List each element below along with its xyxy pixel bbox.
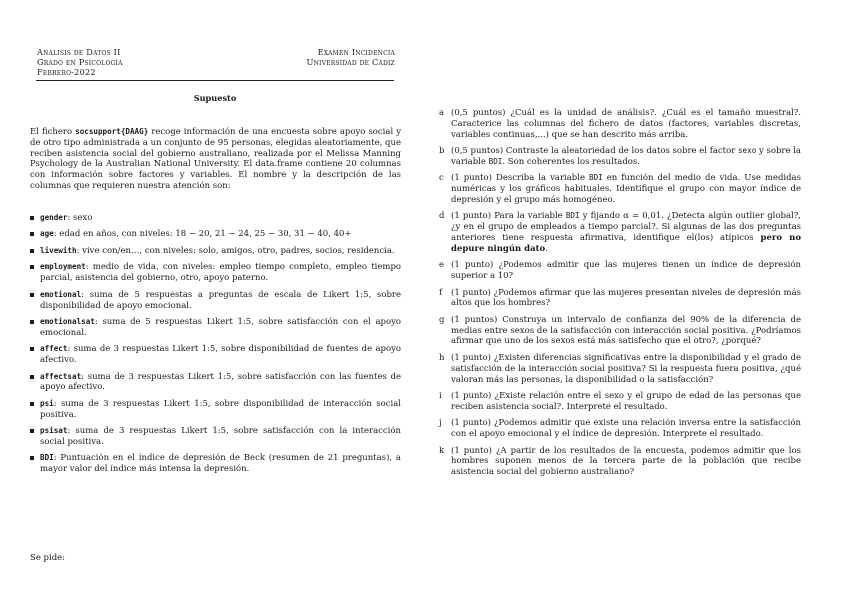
- variables-list: [30, 213, 401, 481]
- emphasis-text: pero no depure ningún dato: [451, 233, 801, 254]
- variable-name: age: [40, 229, 54, 239]
- question-letter: j: [439, 418, 442, 429]
- variable-desc: : vive con/en…, con niveles: solo, amigos, otro, padres, socios, residencia.: [76, 245, 395, 256]
- list-item: [30, 262, 401, 284]
- variable-desc: : suma de 3 respuestas Likert 1:5, sobre disponibilidad de fuentes de apoyo afectivo.: [40, 344, 401, 366]
- question-text: .: [545, 243, 548, 254]
- question-letter: f: [439, 287, 443, 298]
- intro-text-start: El fichero: [30, 127, 76, 137]
- variable-desc: : suma de 5 respuestas a preguntas de escala de Likert 1:5, sobre disponibilidad de apoyo emocional.: [40, 289, 401, 311]
- intro-paragraph: [30, 127, 401, 192]
- list-item: [30, 344, 401, 366]
- variable-desc: : Puntuación en el índice de depresión de Beck (resumen de 21 preguntas), a mayor valor del índice más intensa la depresión.: [40, 453, 401, 475]
- variable-name: employment: [40, 262, 86, 272]
- variable-desc: : sexo: [67, 213, 93, 223]
- variable-desc: : suma de 3 respuestas Likert 1:5, sobre satisfacción con la interacción social positiva.: [40, 426, 401, 447]
- question-text: . Son coherentes los resultados.: [502, 156, 640, 167]
- question-letter: c: [439, 173, 444, 184]
- variable-ref: BDI: [488, 156, 503, 166]
- variable-desc: : suma de 3 respuestas Likert 1:5, sobre disponibilidad de interacción social positiva.: [40, 398, 401, 420]
- header-rule: [36, 80, 394, 81]
- list-item: [30, 213, 401, 224]
- dataset-name: socsupport{DAAG}: [75, 127, 149, 136]
- list-item: [30, 229, 401, 240]
- question-f: [439, 288, 801, 310]
- question-text: (0,5 puntos) Contraste la aleatoriedad de los datos sobre el factor: [451, 146, 738, 157]
- variable-ref: BDI: [565, 211, 580, 221]
- question-j: [439, 418, 801, 440]
- variable-desc: : suma de 5 respuestas Likert 1:5, sobre satisfacción con el apoyo emocional.: [40, 317, 401, 338]
- question-letter: e: [439, 260, 445, 271]
- variable-desc: : medio de vida, con niveles: empleo tiempo completo, empleo tiempo parcial, asistencia del gobierno, otro, apoyo paterno.: [40, 262, 401, 284]
- question-letter: a: [439, 108, 445, 118]
- question-text: (1 punto) ¿Existe relación entre el sexo y el grupo de edad de las personas que reciben asistencia social?. Interprete el resultado.: [451, 391, 801, 412]
- question-c: [439, 173, 801, 205]
- question-letter: b: [439, 146, 445, 157]
- variable-ref: BDI: [589, 173, 603, 183]
- course-title: Análisis de Datos II: [37, 47, 121, 57]
- variable-desc: : edad en años, con niveles: 18 − 20, 21 − 24, 25 − 30, 31 − 40, 40+: [53, 229, 352, 240]
- question-k: [439, 446, 801, 478]
- question-text: (1 puntos) Construya un intervalo de confianza del 90% de la diferencia de medias entre sexos de la satisfacción con interacción social positiva. ¿Podríamos afirmar que uno de los sexos está más satisfecho que el otro?, ¿porqué?: [451, 314, 801, 347]
- list-item: [30, 317, 401, 339]
- variable-name: psisat: [40, 426, 68, 436]
- variable-name: BDI: [40, 453, 54, 463]
- variable-ref: sexo: [737, 146, 757, 156]
- question-text: (1 punto) ¿Podemos afirmar que las mujeres presentan niveles de depresión más altos que los hombres?: [451, 287, 801, 309]
- header-right: [306, 47, 395, 67]
- question-text: (1 punto) Para la variable: [451, 211, 566, 222]
- question-text: y sobre la variable: [451, 146, 801, 167]
- exam-type: Examen Incidencia: [317, 47, 395, 57]
- list-item: [30, 399, 401, 421]
- question-text: (1 punto) ¿Existen diferencias significativas entre la disponibilidad y el grado de satisfacción de la interacción social positiva? Si la respuesta fuera positiva, ¿qué valoran más las personas, la disponibilidad o la satisfacción?: [451, 352, 801, 385]
- variable-name: livewith: [40, 245, 77, 255]
- variable-name: emotional: [40, 289, 82, 299]
- question-g: [439, 315, 801, 347]
- question-text: (1 punto) Describa la variable: [451, 173, 590, 184]
- question-text: y fijando α = 0,01. ¿Detecta algún outlier global?, ¿y en el grupo de empleados a tiempo parcial?. Si algunas de las dos preguntas anteriores tiene respuesta afirmativa, identifique el(los) atípicos: [451, 211, 801, 244]
- question-a: [439, 108, 801, 140]
- variable-name: affectsat: [40, 371, 82, 381]
- list-item: [30, 453, 401, 475]
- question-letter: i: [439, 391, 442, 402]
- list-item: [30, 246, 401, 257]
- variable-name: gender: [40, 213, 68, 222]
- header-left: [37, 47, 123, 78]
- variable-desc: : suma de 3 respuestas Likert 1:5, sobre satisfacción con las fuentes de apoyo afectivo.: [40, 371, 401, 393]
- section-title: Supuesto: [193, 93, 237, 103]
- question-text: (1 punto) ¿A partir de los resultados de la encuesta, podemos admitir que los hombres suponen menos de la tercera parte de la población que recibe asistencia social del gobierno australiano?: [451, 445, 801, 478]
- list-item: [30, 290, 401, 312]
- list-item: [30, 426, 401, 448]
- intro-text-end: recoge información de una encuesta sobre apoyo social y de otro tipo administrada a un conjunto de 95 personas, elegidas aleatoriamente, que reciben asistencia social del gobierno australiano, realizada por el Melissa Manning Psychology de la Australian National University. El data.frame contiene 20 columnas con información sobre factores y variables. El nombre y la descripción de las columnas que requieren nuestra atención son:: [30, 127, 401, 191]
- list-item: [30, 372, 401, 394]
- question-text: (1 punto) ¿Podemos admitir que las mujeres tienen un índice de depresión superior a 10?: [451, 260, 801, 282]
- question-letter: h: [439, 352, 445, 363]
- question-text: (0,5 puntos) ¿Cuál es la unidad de análisis?. ¿Cuál es el tamaño muestral?. Caracterice las columnas del fichero de datos (factores, variables discretas, variables continuas,...) que se han descrito más arriba.: [451, 108, 801, 140]
- variable-name: psi: [40, 398, 54, 408]
- se-pide-label: Se pide:: [30, 553, 66, 563]
- question-e: [439, 260, 801, 282]
- degree: Grado en Psicología: [37, 57, 123, 68]
- question-text: (1 punto) ¿Podemos admitir que existe una relación inversa entre la satisfacción con el apoyo emocional y el índice de depresión. Interprete el resultado.: [451, 418, 801, 440]
- questions-list: [439, 108, 801, 484]
- question-text: en función del medio de vida. Use medidas numéricas y los gráficos habituales. Identifique el grupo con mayor índice de depresión y el grupo más homogéneo.: [451, 173, 801, 205]
- question-letter: g: [439, 314, 445, 325]
- question-h: [439, 353, 801, 385]
- question-letter: k: [439, 445, 445, 456]
- question-letter: d: [439, 211, 445, 222]
- variable-name: affect: [40, 344, 68, 354]
- variable-name: emotionalsat: [40, 317, 95, 327]
- question-i: [439, 391, 801, 413]
- university: Universidad de Cádiz: [306, 57, 395, 68]
- exam-date: Febrero-2022: [37, 67, 96, 78]
- question-d: [439, 211, 801, 254]
- question-b: [439, 146, 801, 168]
